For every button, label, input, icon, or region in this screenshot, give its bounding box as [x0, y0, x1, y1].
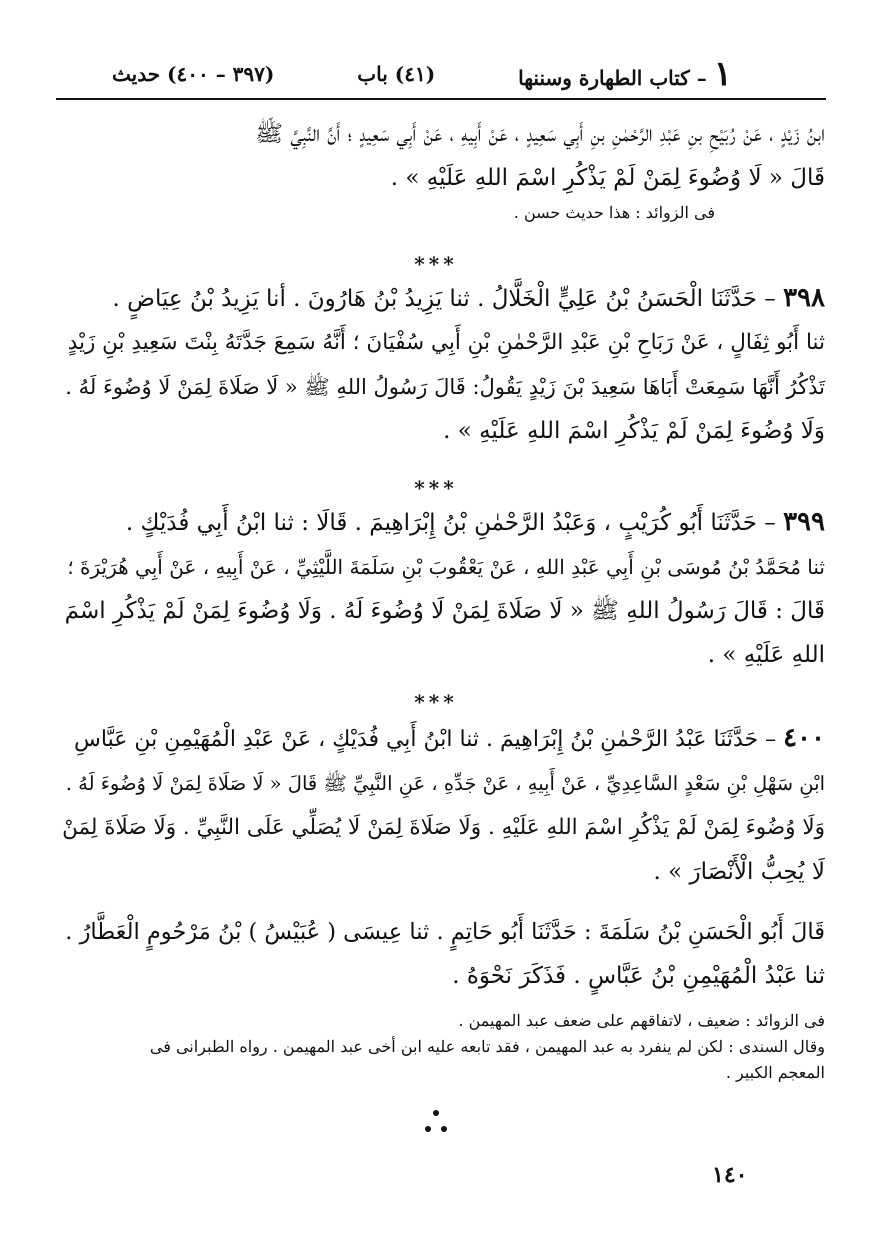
footnote-line-2: وقال السندى : لكن لم ينفرد به عبد المهيمن ، فقد تابعه عليه ابن أخى عبد المهيمن . رواه الطبرانى فى: [149, 1037, 825, 1056]
hadith-400-line-1: [60, 716, 825, 762]
hadith-398-line-1: [60, 276, 825, 321]
hadith-397-note: فى الزوائد : هذا حديث حسن .: [513, 203, 715, 222]
hadith-397-line-1: ابنُ زَيْدٍ ، عَنْ رُبَيْحِ بنِ عَبْدِ الرَّحْمٰنِ بنِ أَبِي سَعِيدٍ ، عَنْ أَبِيهِ ، عَنْ أَبِي سَعِيدٍ ؛ أَنَّ النَّبِيَّ ﷺ: [255, 121, 825, 147]
hadith-399-line-2: ثنا مُحَمَّدُ بْنُ مُوسَى بْنِ أَبِي عَبْدِ اللهِ ، عَنْ يَعْقُوبَ بْنِ سَلَمَةَ اللَّيْثِيِّ ، عَنْ أَبِيهِ ، عَنْ أَبِي هُرَيْرَةَ ؛: [67, 555, 825, 579]
hadith-399-line-4: اللهِ عَلَيْهِ » .: [707, 642, 825, 668]
hadith-397-line-2: قَالَ « لَا وُضُوءَ لِمَنْ لَمْ يَذْكُرِ اسْمَ اللهِ عَلَيْهِ » .: [390, 165, 825, 191]
hadith-399-line-1: [60, 500, 825, 545]
hadith-400-line-2: ابْنِ سَهْلِ بْنِ سَعْدٍ السَّاعِدِيِّ ، عَنْ أَبِيهِ ، عَنْ جَدِّهِ ، عَنِ النَّبِيِّ ﷺ قَالَ « لَا صَلَاةَ لِمَنْ لَا وُضُوءَ لَهُ .: [65, 772, 825, 795]
running-header: [112, 56, 732, 92]
hadith-399-line-3: قَالَ : قَالَ رَسُولُ اللهِ ﷺ « لَا صَلَاةَ لِمَنْ لَا وُضُوءَ لَهُ . وَلَا وُضُوءَ لِمَنْ لَمْ يَذْكُرِ اسْمَ: [64, 598, 825, 624]
hadith-399-block: [60, 500, 825, 677]
hadith-398-line-2: ثنا أَبُو ثِفَالٍ ، عَنْ رَبَاحِ بْنِ عَبْدِ الرَّحْمٰنِ بْنِ أَبِي سُفْيَانَ ؛ أَنَّهُ سَمِعَ جَدَّتَهُ بِنْتَ سَعِيدِ بْنِ زَيْدٍ: [67, 330, 825, 355]
separator-3: ***: [414, 690, 458, 714]
hadith-398-line-4: وَلَا وُضُوءَ لِمَنْ لَمْ يَذْكُرِ اسْمَ اللهِ عَلَيْهِ » .: [443, 418, 825, 444]
hadith-400-line-1-text: – حَدَّثَنَا عَبْدُ الرَّحْمٰنِ بْنُ إِبْرَاهِيمَ . ثنا ابْنُ أَبِي فُدَيْكٍ ، عَنْ عَبْدِ الْمُهَيْمِنِ بْنِ عَبَّاسِ: [74, 727, 777, 752]
hadith-400-addendum: [60, 910, 825, 998]
footnote-line-1: فى الزوائد : ضعيف ، لاتفاقهم على ضعف عبد المهيمن .: [458, 1011, 825, 1030]
separator-1: ***: [414, 252, 458, 276]
hadith-398-line-1-text: – حَدَّثَنَا الْحَسَنُ بْنُ عَلِيٍّ الْخَلَّالُ . ثنا يَزِيدُ بْنُ هَارُونَ . أنا يَزِيدُ بْنُ عِيَاضٍ .: [112, 286, 776, 312]
page-number: ١٤٠: [712, 1162, 748, 1188]
hadith-400-line-3: وَلَا وُضُوءَ لِمَنْ لَمْ يَذْكُرِ اسْمَ اللهِ عَلَيْهِ . وَلَا صَلَاةَ لِمَنْ لَا يُصَلِّي عَلَى النَّبِيِّ . وَلَا صَلَاةَ لِمَنْ: [62, 815, 825, 840]
hadith-400-number: ٤٠٠: [783, 723, 825, 753]
hadith-399-line-1-text: – حَدَّثَنَا أَبُو كُرَيْبٍ ، وَعَبْدُ الرَّحْمٰنِ بْنُ إِبْرَاهِيمَ . قَالَا : ثنا ابْنُ أَبِي فُدَيْكٍ .: [125, 510, 776, 536]
hadith-399-number: ٣٩٩: [783, 507, 825, 537]
header-right: [518, 54, 732, 94]
three-dot-ornament-icon: [416, 1108, 456, 1138]
book-title: – كتاب الطهارة وسننها: [518, 66, 707, 90]
addendum-line-1: قَالَ أَبُو الْحَسَنِ بْنُ سَلَمَةَ : حَدَّثَنَا أَبُو حَاتِمٍ . ثنا عِيسَى ( عُبَيْسُ ) بْنُ مَرْحُومٍ الْعَطَّارُ .: [65, 919, 825, 945]
book-number: ١: [713, 54, 732, 94]
chapter-label: (٤١) باب: [357, 62, 436, 86]
hadith-397-block: [60, 112, 825, 226]
footnotes: [60, 1008, 825, 1086]
footnote-line-3: المعجم الكبير .: [725, 1063, 825, 1082]
hadith-400-block: [60, 716, 825, 894]
end-ornament: [0, 1108, 872, 1143]
hadith-range: (٣٩٧ – ٤٠٠) حديث: [112, 62, 275, 86]
hadith-398-block: [60, 276, 825, 453]
hadith-398-line-3: تَذْكُرُ أَنَّهَا سَمِعَتْ أَبَاهَا سَعِيدَ بْنَ زَيْدٍ يَقُولُ: قَالَ رَسُولُ اللهِ ﷺ « لَا صَلَاةَ لِمَنْ لَا وُضُوءَ لَهُ .: [65, 375, 825, 399]
header-rule: [56, 98, 826, 100]
addendum-line-2: ثنا عَبْدُ الْمُهَيْمِنِ بْنُ عَبَّاسٍ . فَذَكَرَ نَحْوَهُ .: [452, 963, 825, 989]
separator-2: ***: [414, 476, 458, 500]
hadith-398-number: ٣٩٨: [783, 283, 825, 313]
hadith-400-line-4: لَا يُحِبُّ الْأَنْصَارَ » .: [653, 859, 825, 885]
